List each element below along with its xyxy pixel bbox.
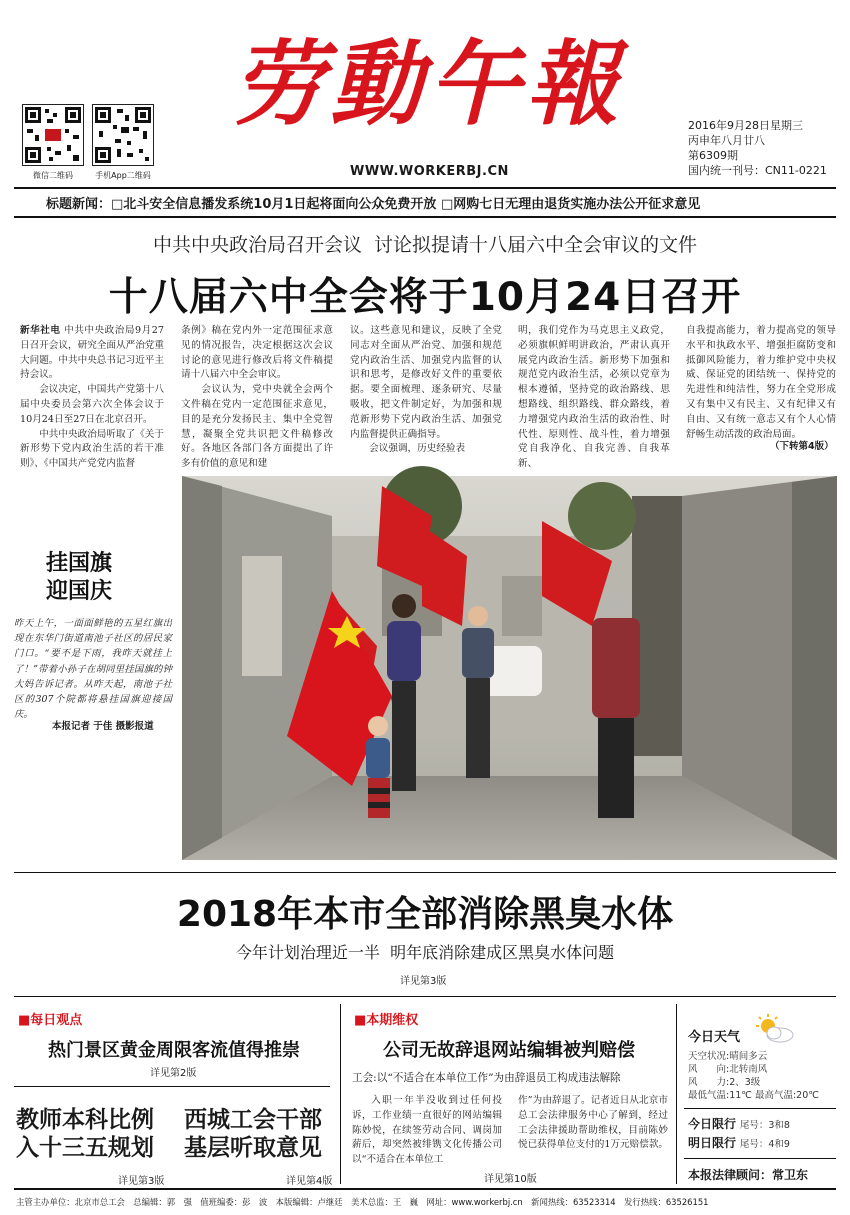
weather-wind-force: 风 力:2、3级 [688, 1077, 761, 1088]
second-story-ref[interactable]: 详见第3版 [400, 976, 447, 987]
photo-story-title-line-1: 挂国旗 [46, 551, 113, 576]
xicheng-union-headline-line-1: 西城工会干部 [184, 1106, 322, 1133]
national-flag-photo [182, 476, 837, 860]
teacher-story-headline-line-1: 教师本科比例 [16, 1106, 154, 1133]
wechat-qr-code [22, 104, 84, 166]
legal-advisor: 本报法律顾问：常卫东 [688, 1168, 809, 1182]
issue-info [688, 118, 827, 178]
traffic-today-label: 今日限行 [688, 1117, 737, 1131]
rights-weather-divider [676, 1004, 677, 1184]
xicheng-union-headline[interactable] [184, 1106, 322, 1162]
teacher-story-headline-line-2: 入十三五规划 [16, 1134, 154, 1161]
headline-news-item-online-returns[interactable]: □网购七日无理由退货实施办法公开征求意见 [440, 197, 701, 212]
traffic-rule [684, 1158, 836, 1159]
masthead-rule [14, 187, 836, 189]
weather-rule [684, 1108, 836, 1109]
lead-headline[interactable]: 十八届六中全会将于10月24日召开 [108, 275, 742, 320]
photo-story-caption: 昨天上午，一面面鲜艳的五星红旗出现在东华门街道南池子社区的居民家门口。“要不是下雨，我昨天就挂上了！”带着小孙子在胡同里挂国旗的钟大妈告诉记者。从昨天起，南池子社区的307个院都将悬挂国旗迎接国庆。 [14, 618, 172, 721]
traffic-today [688, 1115, 790, 1132]
issue-cn-number: 国内统一刊号：CN11-0221 [688, 164, 827, 177]
daily-view-rule [14, 1086, 330, 1087]
traffic-today-value: 尾号：3和8 [739, 1120, 790, 1131]
photo-credit: 本报记者 于佳 摄影报道 [52, 721, 154, 732]
headline-news-rule [14, 216, 836, 218]
app-qr-code [92, 104, 154, 166]
rights-column-2: 作”为由辞退了。记者近日从北京市总工会法律服务中心了解到，经过工会法律援助帮助维权，目前陈妙悦已获得单位支付的1万元赔偿款。 [518, 1095, 669, 1151]
masthead-url: WWW.WORKERBJ.CN [350, 164, 509, 179]
weather-wind-direction: 风 向:北转南风 [688, 1064, 768, 1075]
rights-headline[interactable]: 公司无故辞退网站编辑被判赔偿 [383, 1040, 635, 1061]
second-story-headline[interactable]: 2018年本市全部消除黑臭水体 [176, 894, 674, 935]
lead-kicker: 中共中央政治局召开会议 讨论拟提请十八届六中全会审议的文件 [152, 234, 698, 256]
lead-column-1 [20, 324, 164, 470]
footer-credits: 主管主办单位：北京市总工会 总编辑：郭 强 值班编委：彭 波 本版编辑：卢继廷 美术总监：王 巍 网址：www.workerbj.cn 新闻热线：63523314 发行热线：63526151 [16, 1197, 709, 1207]
daily-view-headline[interactable]: 热门景区黄金周限客流值得推崇 [48, 1040, 300, 1061]
teacher-story-headline[interactable] [16, 1106, 154, 1162]
masthead-logo: 劳動午報 [232, 30, 625, 138]
traffic-tomorrow [688, 1134, 790, 1151]
rights-column-1: 入职一年半没收到过任何投诉，工作业绩一直很好的网站编辑陈妙悦，在续签劳动合同、调岗加薪后，却突然被绯镌文化传播公司以“不适合在本单位工 [352, 1095, 502, 1166]
weather-sky: 天空状况:晴间多云 [688, 1051, 768, 1062]
rights-ref[interactable]: 详见第10版 [484, 1174, 537, 1185]
rights-subtitle: 工会:以“不适合在本单位工作”为由辞退员工构成违法解除 [352, 1072, 621, 1084]
daily-view-ref[interactable]: 详见第2版 [150, 1068, 197, 1079]
rights-tag: ■本期维权 [354, 1013, 419, 1028]
lead-column-1-text: 中共中央政治局9月27日召开会议，研究全面从严治党重大问题。中共中央总书记习近平主持会议。 会议决定，中国共产党第十八届中央委员会第六次全体会议于10月24日至27日在北京召开。 中共中央政治局听取了《关于新形势下党内政治生活的若干准则》、《中国共产党党内监督 [20, 325, 164, 470]
headline-news-bar [46, 193, 700, 212]
weather-temperature: 最低气温:11℃ 最高气温:20℃ [688, 1090, 819, 1101]
lead-column-4: 明，我们党作为马克思主义政党，必须旗帜鲜明讲政治，严肃认真开展党内政治生活。新形势下加强和规范党内政治生活，必须以党章为根本遵循，坚持党的政治路线、思想路线、组织路线、群众路线，着力增强党内政治生活的政治性、时代性、原则性、战斗性，着力增强党自我净化、自我完善、自我革新、 [518, 325, 670, 470]
wechat-qr-caption: 微信二维码 [33, 171, 73, 180]
weather-title: 今日天气 [688, 1030, 741, 1045]
lead-continued-note[interactable]: （下转第4版） [770, 441, 834, 452]
xicheng-union-headline-line-2: 基层听取意见 [184, 1134, 322, 1161]
issue-lunar-date: 丙申年八月廿八 [688, 134, 765, 147]
partly-cloudy-icon [752, 1014, 794, 1048]
teacher-story-ref[interactable]: 详见第3版 [118, 1176, 165, 1187]
traffic-tomorrow-value: 尾号：4和9 [739, 1139, 790, 1150]
issue-number: 第6309期 [688, 149, 738, 162]
bottom-section-rule [14, 996, 836, 997]
footer-rule [14, 1188, 836, 1190]
daily-view-tag: ■每日观点 [18, 1013, 83, 1028]
photo-story-title-line-2: 迎国庆 [46, 579, 113, 604]
lead-column-2: 条例》稿在党内外一定范围征求意见的情况报告，决定根据这次会议讨论的意见进行修改后将文件稿提请十八届六中全会审议。 会议认为，党中央就全会两个文件稿在党内一定范围征求意见，目的是充分发扬民主、集中全党智慧，凝聚全党共识把文件稿修改好。各地区各部门各方面提出了许多有价值的意见和建 [181, 325, 333, 470]
photo-story-title [46, 550, 112, 606]
lead-dateline: 新华社电 [20, 325, 61, 336]
traffic-tomorrow-label: 明日限行 [688, 1136, 737, 1150]
xicheng-union-ref[interactable]: 详见第4版 [286, 1176, 333, 1187]
lead-column-3: 议。这些意见和建议，反映了全党同志对全面从严治党、加强和规范党内政治生活、加强党内监督的认识和思考，是修改好文件的重要依据。要全面梳理、逐条研究、尽量吸收，把文件制定好，为加强和规范新形势下党内政治生活、加强党内监督提供正确指导。 会议强调，历史经验表 [350, 325, 502, 455]
issue-date: 2016年9月28日星期三 [688, 119, 803, 132]
lead-column-5: 自我提高能力，着力提高党的领导水平和执政水平、增强拒腐防变和抵御风险能力，着力维护党中央权威、保证党的团结统一、保持党的先进性和纯洁性，努力在全党形成又有集中又有民主、又有纪律又有自由、又有统一意志又有个人心情舒畅生动活泼的政治局面。 [686, 325, 836, 440]
weather-details [688, 1050, 819, 1102]
app-qr-caption: 手机App二维码 [95, 171, 151, 180]
left-rights-divider [340, 1004, 341, 1184]
headline-news-item-beidou[interactable]: □北斗安全信息播发系统10月1日起将面向公众免费开放 [111, 197, 437, 212]
photo-bottom-rule [14, 872, 836, 873]
second-story-subtitle: 今年计划治理近一半 明年底消除建成区黑臭水体问题 [235, 943, 615, 962]
headline-news-label: 标题新闻： [46, 197, 112, 212]
